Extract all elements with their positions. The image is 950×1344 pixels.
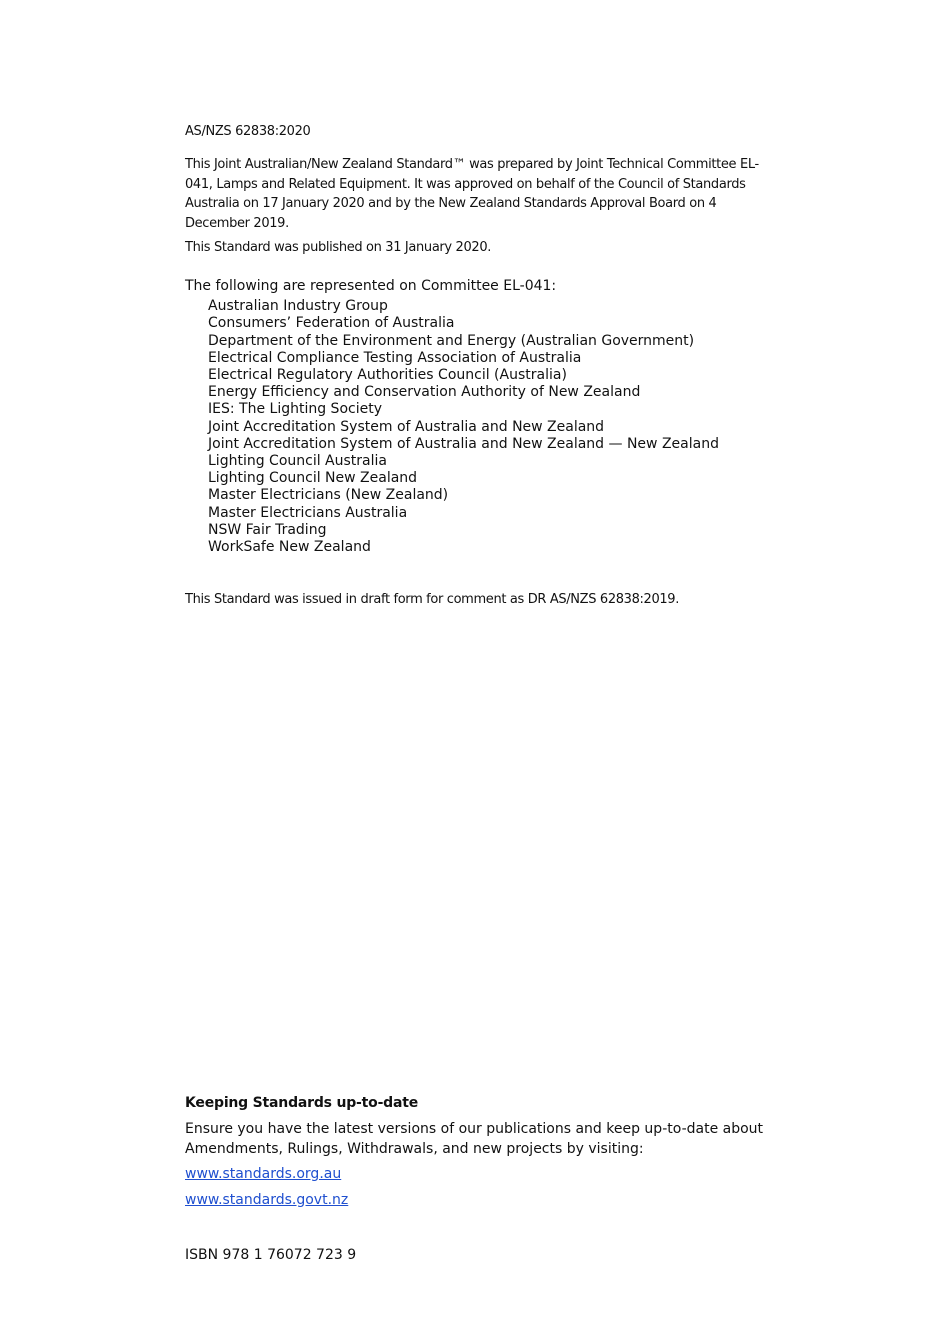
committee-member: NSW Fair Trading: [208, 521, 327, 538]
keeping-up-to-date-body: Ensure you have the latest versions of our publications and keep up-to-date about Amendments, Rulings, Withdrawals, and new projects by visiting:: [185, 1121, 764, 1157]
keeping-up-to-date-section: [185, 1094, 785, 1216]
published-statement: This Standard was published on 31 January 2020.: [185, 240, 492, 255]
committee-member: IES: The Lighting Society: [208, 401, 382, 418]
keeping-up-to-date-heading: Keeping Standards up-to-date: [185, 1095, 419, 1111]
committee-member: Master Electricians Australia: [208, 504, 408, 521]
draft-statement: This Standard was issued in draft form for comment as DR AS/NZS 62838:2019.: [185, 592, 680, 607]
committee-member: Joint Accreditation System of Australia and New Zealand — New Zealand: [208, 435, 719, 452]
committee-member: Energy Efficiency and Conservation Authority of New Zealand: [208, 384, 641, 401]
standards-australia-link[interactable]: www.standards.org.au: [185, 1166, 342, 1182]
committee-section: [185, 278, 719, 556]
committee-member: Electrical Regulatory Authorities Council (Australia): [208, 367, 567, 384]
committee-member: Lighting Council New Zealand: [208, 470, 418, 487]
committee-member: WorkSafe New Zealand: [208, 539, 371, 556]
standards-new-zealand-link[interactable]: www.standards.govt.nz: [185, 1191, 349, 1208]
committee-member: Department of the Environment and Energy (Australian Government): [208, 332, 695, 349]
committee-member-list: [185, 298, 719, 556]
committee-member: Australian Industry Group: [208, 298, 388, 315]
committee-intro: The following are represented on Committee EL-041:: [185, 278, 557, 294]
committee-member: Joint Accreditation System of Australia and New Zealand: [208, 418, 605, 435]
committee-member: Electrical Compliance Testing Association of Australia: [208, 349, 582, 366]
preparation-paragraph: This Joint Australian/New Zealand Standard™ was prepared by Joint Technical Committee EL-041, Lamps and Related Equipment. It was approved on behalf of the Council of Standards Australia on 17 January 2020 and by the New Zealand Standards Approval Board on 4 December 2019.: [185, 157, 759, 231]
committee-member: Consumers’ Federation of Australia: [208, 315, 455, 332]
committee-member: Master Electricians (New Zealand): [208, 487, 449, 504]
standard-id: AS/NZS 62838:2020: [185, 124, 311, 139]
committee-member: Lighting Council Australia: [208, 453, 387, 470]
isbn: ISBN 978 1 76072 723 9: [185, 1247, 357, 1263]
